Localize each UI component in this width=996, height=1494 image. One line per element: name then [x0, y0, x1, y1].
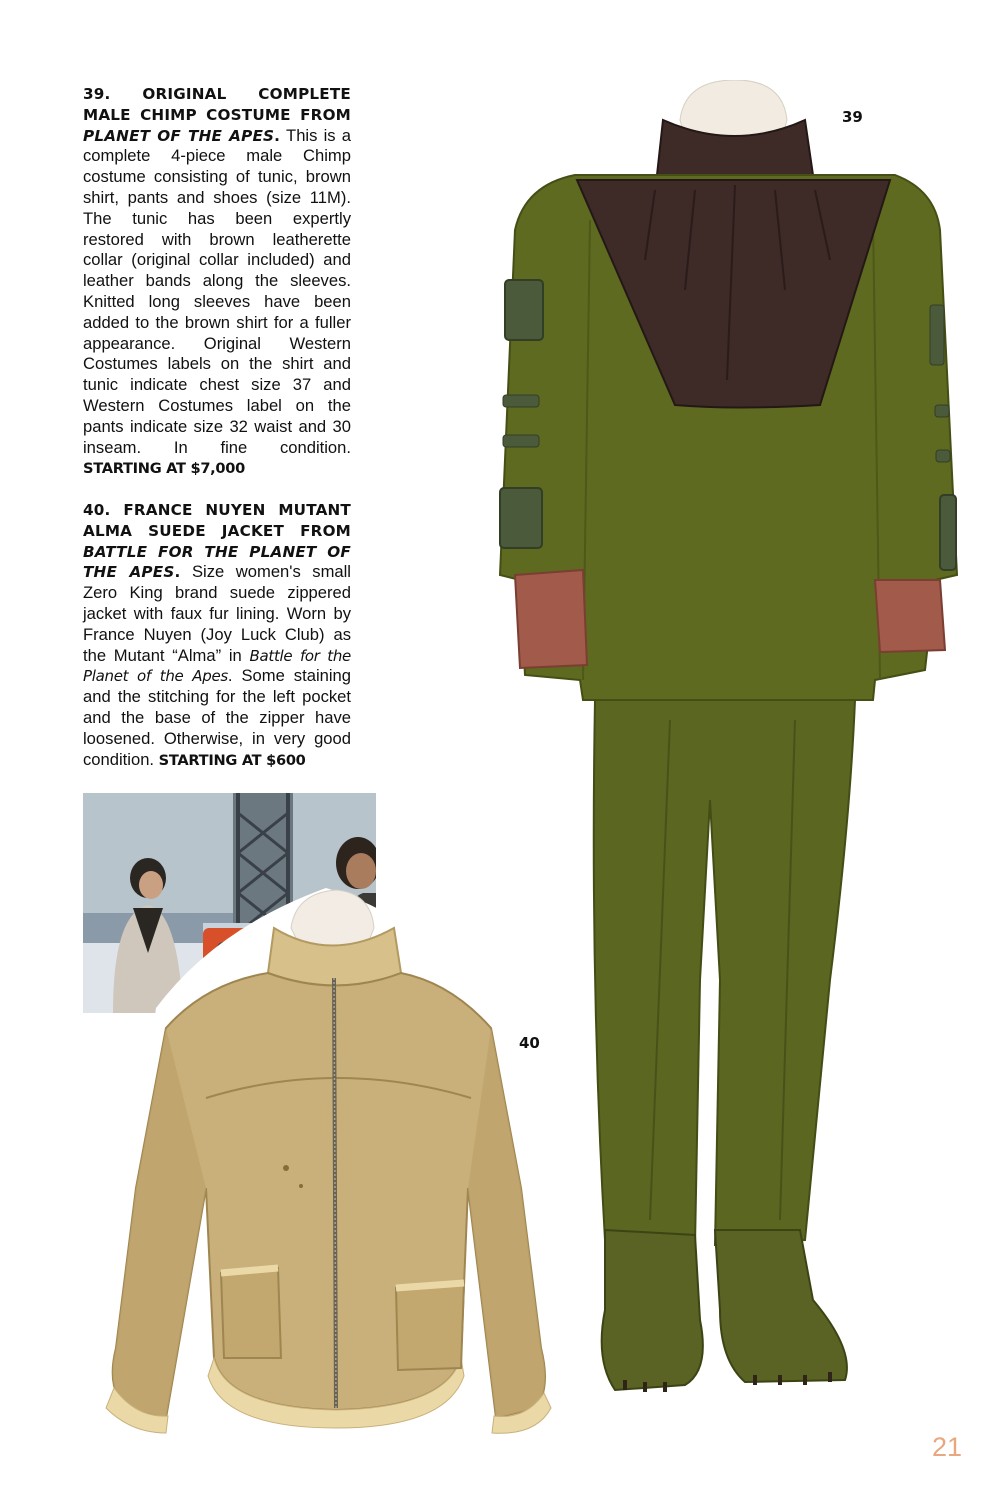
- lot-40-body: Size women's small Zero King brand suede zippered jacket with faux fur lining. Worn by France Nuyen (Joy Luck Club) as the Mutant “Alma” in: [83, 562, 351, 665]
- lot-40-heading: 40. FRANCE NUYEN MUTANT ALMA SUEDE JACKET FROM BATTLE FOR THE PLANET OF THE APES.: [83, 501, 351, 582]
- lot-40-film-title: Battle for the Planet of the Apes: [83, 646, 351, 686]
- lot-39-heading: 39. ORIGINAL COMPLETE MALE CHIMP COSTUME FROM PLANET OF THE APES.: [83, 85, 351, 145]
- lot-40-price: STARTING AT $600: [158, 751, 306, 769]
- lot-39-description: [83, 84, 351, 480]
- lot-39-label: 39: [842, 108, 863, 126]
- lot-40-label: 40: [519, 1034, 540, 1052]
- lot-40-description: 40. FRANCE NUYEN MUTANT ALMA SUEDE JACKET FROM BATTLE FOR THE PLANET OF THE APES. Size women's small Zero King brand suede zippered jacket with faux fur lining. Worn by France Nuyen (Joy Luck Club) as the Mutant “Alma” in Battle for the Planet of the Apes. Some staining and the stitching for the left pocket and the base of the zipper have loosened. Otherwise, in very good condition. STARTING AT $600: [83, 501, 351, 769]
- lot-39-price: STARTING AT $7,000: [83, 460, 245, 478]
- lot-39-body: This is a complete 4-piece male Chimp costume consisting of tunic, brown shirt, pants and shoes (size 11M). The tunic has been expertly restored with brown leatherette collar (original collar included) and leather bands along the sleeves. Knitted long sleeves have been added to the brown shirt for a fuller appearance. Original Western Costumes labels on the shirt and tunic indicate chest size 37 and Western Costumes label on the pants indicate size 32 waist and 30 inseam. In fine condition.: [83, 125, 352, 457]
- page-number: 21: [931, 1432, 962, 1462]
- chimp-costume-photo: [495, 80, 965, 1410]
- suede-jacket-photo: [96, 888, 556, 1444]
